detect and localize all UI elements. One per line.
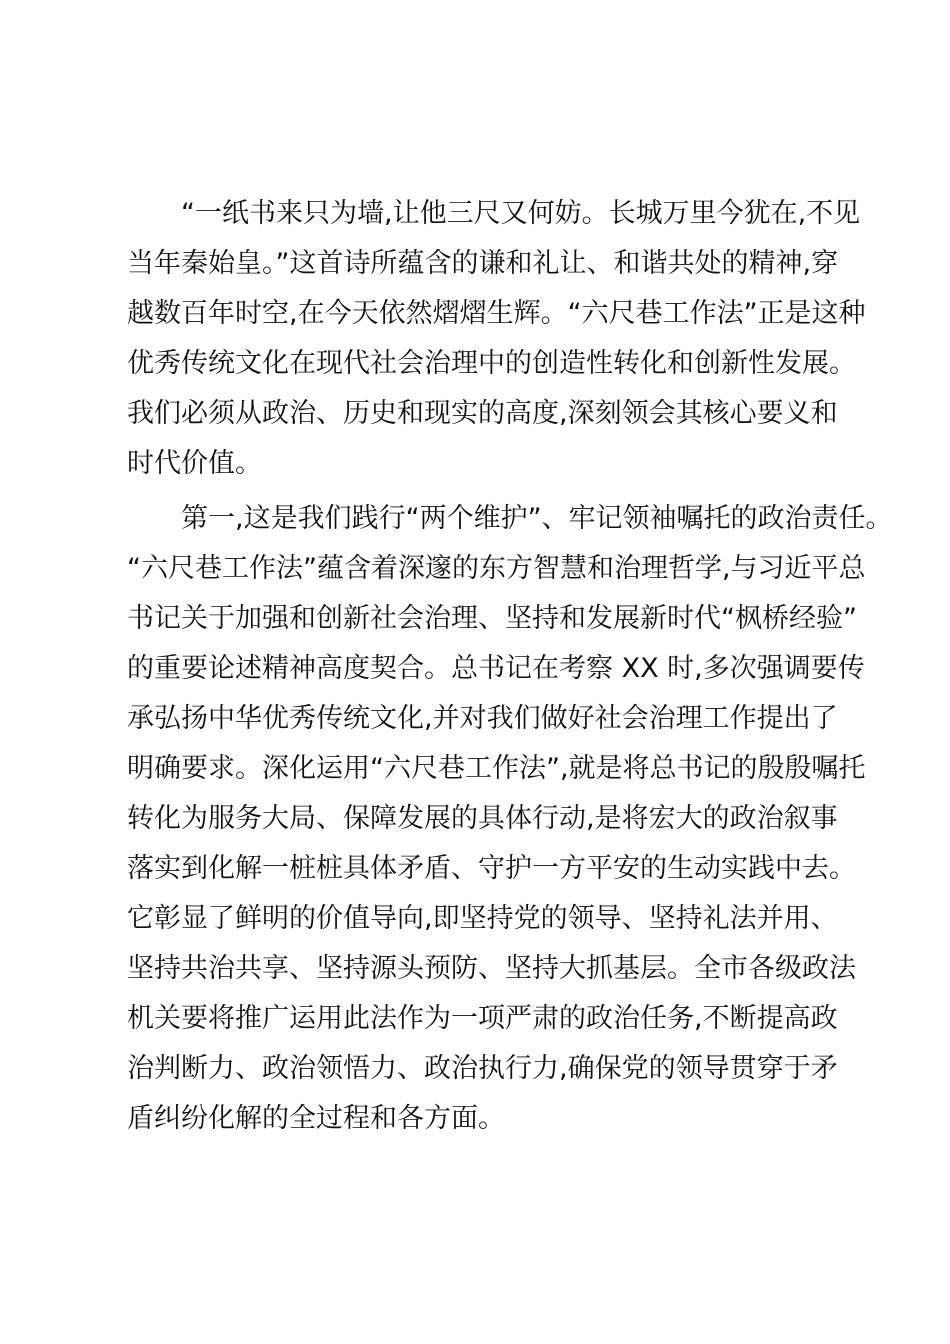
text-line: 落实到化解一桩桩具体矛盾、守护一方平安的生动实践中去。 xyxy=(127,853,856,884)
text-line: 承弘扬中华优秀传统文化,并对我们做好社会治理工作提出了 xyxy=(127,703,838,734)
text-line: 第一,这是我们践行“两个维护”、牢记领袖嘱托的政治责任。 xyxy=(181,503,893,534)
text-line: 当年秦始皇。”这首诗所蕴含的谦和礼让、和谐共处的精神,穿 xyxy=(127,248,839,279)
text-line: 治判断力、政治领悟力、政治执行力,确保党的领导贯穿于矛 xyxy=(127,1053,838,1084)
text-line: 时代价值。 xyxy=(127,448,262,479)
text-line: 机关要将推广运用此法作为一项严肃的政治任务,不断提高政 xyxy=(127,1003,838,1034)
text-line: 转化为服务大局、保障发展的具体行动,是将宏大的政治叙事 xyxy=(127,803,838,834)
text-line: 我们必须从政治、历史和现实的高度,深刻领会其核心要义和 xyxy=(127,398,838,429)
text-line: 坚持共治共享、坚持源头预防、坚持大抓基层。全市各级政法 xyxy=(127,953,856,984)
text-line: 明确要求。深化运用“六尺巷工作法”,就是将总书记的殷殷嘱托 xyxy=(127,753,866,784)
text-line: 优秀传统文化在现代社会治理中的创造性转化和创新性发展。 xyxy=(127,348,856,379)
text-line: 它彰显了鲜明的价值导向,即坚持党的领导、坚持礼法并用、 xyxy=(127,903,838,934)
text-line: 越数百年时空,在今天依然熠熠生辉。“六尺巷工作法”正是这种 xyxy=(127,298,866,329)
text-line: 盾纠纷化解的全过程和各方面。 xyxy=(127,1103,505,1134)
text-line: “一纸书来只为墙,让他三尺又何妨。长城万里今犹在,不见 xyxy=(181,198,861,229)
text-line: 书记关于加强和创新社会治理、坚持和发展新时代“枫桥经验” xyxy=(127,603,857,634)
text-line: 的重要论述精神高度契合。总书记在考察 XX 时,多次强调要传 xyxy=(127,653,865,684)
text-line: “六尺巷工作法”蕴含着深邃的东方智慧和治理哲学,与习近平总 xyxy=(127,553,866,584)
